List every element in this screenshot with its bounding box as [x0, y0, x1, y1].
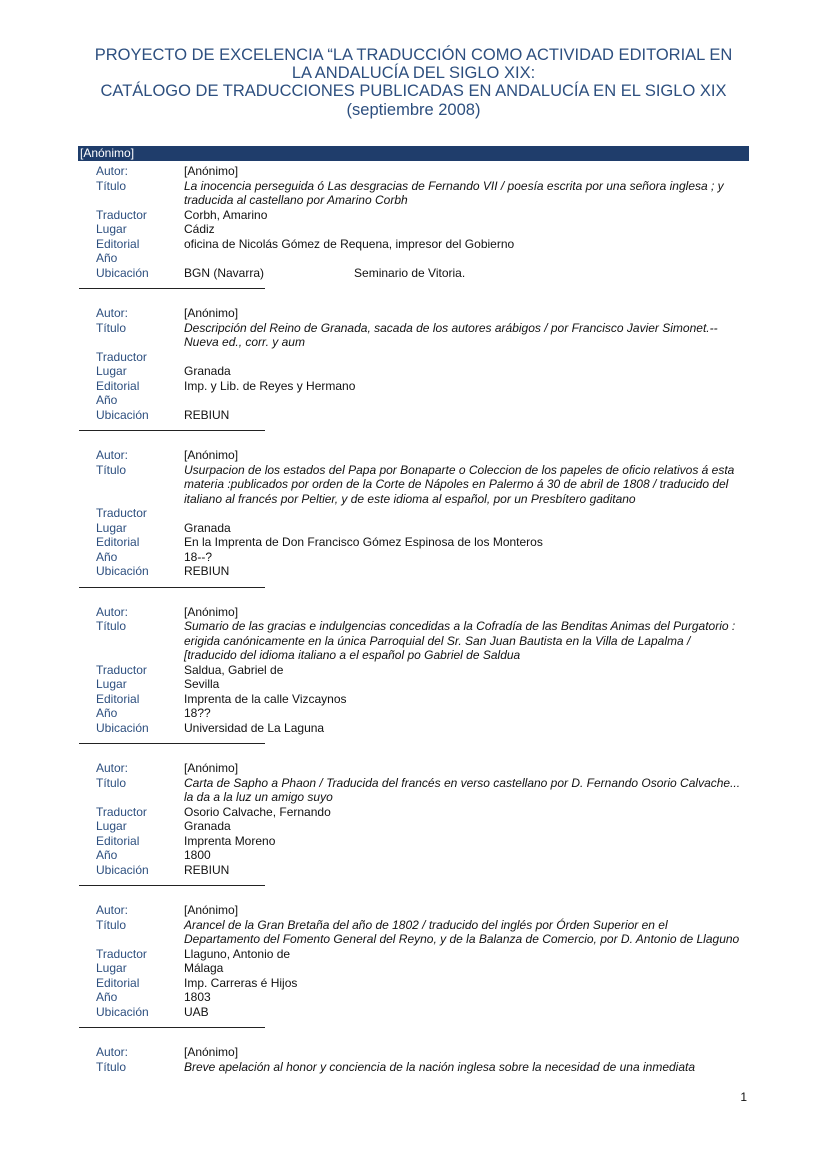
field-label-ubicacion: Ubicación [96, 862, 149, 877]
field-row-titulo [0, 776, 827, 805]
field-row-titulo [0, 463, 827, 507]
field-row-ubicacion [0, 863, 827, 878]
field-text-ubicacion: BGN (Navarra) [184, 265, 265, 280]
field-value-traductor [184, 506, 744, 521]
field-value-ubicacion [184, 1005, 744, 1020]
field-value-anio [184, 706, 744, 721]
field-value-autor [184, 1045, 744, 1060]
record-entry [0, 306, 827, 422]
field-label-autor: Autor: [96, 903, 129, 917]
field-row-traductor [0, 208, 827, 223]
field-label-anio: Año [96, 549, 118, 564]
field-label-editorial: Editorial [96, 691, 140, 706]
record-separator [79, 1027, 265, 1028]
field-row-editorial [0, 535, 827, 550]
field-row-editorial [0, 379, 827, 394]
field-label-lugar: Lugar [96, 520, 127, 535]
field-value-autor [184, 164, 744, 179]
field-label-ubicacion: Ubicación [96, 564, 149, 578]
field-value-anio [184, 550, 744, 565]
field-text-traductor: Llaguno, Antonio de [184, 946, 291, 961]
field-row-autor [0, 903, 827, 918]
field-text-editorial: Imp. y Lib. de Reyes y Hermano [184, 378, 356, 393]
field-label-editorial: Editorial [96, 833, 140, 848]
field-text-lugar: Granada [184, 364, 231, 378]
field-value-autor [184, 306, 744, 321]
field-label-titulo: Título [96, 320, 127, 335]
field-text-ubicacion: UAB [184, 1004, 209, 1019]
header-line-3: CATÁLOGO DE TRADUCCIONES PUBLICADAS EN ANDALUCÍA EN EL SIGLO XIX [100, 82, 727, 100]
field-value-traductor [184, 663, 744, 678]
field-value-editorial [184, 379, 744, 394]
field-label-autor: Autor: [96, 164, 129, 178]
record-entry [0, 761, 827, 877]
field-value-lugar [184, 364, 744, 379]
field-row-anio [0, 251, 827, 266]
field-text-titulo: Arancel de la Gran Bretaña del año de 1802 / traducido del inglés por Órden Superior en el Departamento del Fomento General del Reyno, y de la Balanza de Comercio, por D. Antonio de Llaguno [184, 917, 740, 946]
field-label-anio: Año [96, 706, 118, 720]
field-value-editorial [184, 535, 744, 550]
field-label-editorial: Editorial [96, 975, 140, 990]
field-label-ubicacion: Ubicación [96, 265, 149, 280]
field-label-titulo: Título [96, 619, 127, 633]
field-label-traductor: Traductor [96, 804, 147, 819]
field-value-anio [184, 990, 744, 1005]
field-label-lugar: Lugar [96, 961, 127, 975]
field-text-autor: [Anónimo] [184, 306, 239, 320]
field-label-titulo: Título [96, 917, 127, 932]
field-text-traductor: Osorio Calvache, Fernando [184, 804, 331, 819]
field-label-editorial: Editorial [96, 535, 140, 549]
field-text-lugar: Granada [184, 520, 231, 535]
field-text-titulo: Usurpacion de los estados del Papa por Bonaparte o Coleccion de los papeles de oficio relativos á esta materia :publicados por orden de la Corte de Nápoles en Palermo á 30 de abril de 1808 / traducido del italiano al francés por Peltier, y de este idioma al español, por un Presbítero gaditano [184, 462, 735, 506]
field-label-titulo: Título [96, 1059, 127, 1074]
page-header [0, 46, 827, 119]
field-value-traductor [184, 805, 744, 820]
field-text-anio: 18--? [184, 549, 213, 564]
field-row-anio [0, 706, 827, 721]
field-text-lugar: Sevilla [184, 677, 220, 691]
field-text-ubicacion: Universidad de La Laguna [184, 720, 325, 735]
field-row-autor [0, 448, 827, 463]
field-label-anio: Año [96, 251, 118, 265]
field-row-anio [0, 990, 827, 1005]
field-value-traductor [184, 350, 744, 365]
field-row-titulo [0, 1060, 827, 1075]
field-text-autor: [Anónimo] [184, 903, 239, 917]
field-value-ubicacion [184, 408, 744, 423]
field-text-autor: [Anónimo] [184, 448, 239, 462]
field-text-anio: 1803 [184, 990, 211, 1004]
field-text-lugar: Málaga [184, 961, 224, 975]
field-text-anio: 1800 [184, 848, 211, 862]
field-row-lugar [0, 961, 827, 976]
field-row-editorial [0, 976, 827, 991]
field-row-lugar [0, 222, 827, 237]
record-separator [79, 288, 265, 289]
field-value-anio [184, 848, 744, 863]
field-text-editorial: Imp. Carreras é Hijos [184, 975, 298, 990]
field-text-ubicacion: REBIUN [184, 862, 230, 877]
field-row-traductor [0, 805, 827, 820]
field-row-autor [0, 605, 827, 620]
field-text-autor: [Anónimo] [184, 604, 239, 619]
field-row-autor [0, 164, 827, 179]
field-row-editorial [0, 692, 827, 707]
field-label-editorial: Editorial [96, 236, 140, 251]
section-title-bar: [Anónimo] [78, 146, 749, 161]
field-row-titulo [0, 321, 827, 350]
field-value-anio [184, 251, 744, 266]
field-value-editorial [184, 976, 744, 991]
field-label-titulo: Título [96, 178, 127, 193]
field-text-titulo: Breve apelación al honor y conciencia de la nación inglesa sobre la necesidad de una inmediata [184, 1059, 696, 1074]
record-entry [0, 1045, 827, 1074]
field-text-autor: [Anónimo] [184, 164, 239, 178]
field-text-lugar: Granada [184, 819, 231, 833]
field-value-lugar [184, 961, 744, 976]
field-text-traductor: Corbh, Amarino [184, 207, 268, 222]
field-text-ubicacion: REBIUN [184, 564, 230, 578]
field-label-ubicacion: Ubicación [96, 720, 149, 735]
field-label-autor: Autor: [96, 448, 129, 462]
field-label-lugar: Lugar [96, 819, 127, 833]
field-value-ubicacion [184, 266, 744, 281]
field-text-titulo: Carta de Sapho a Phaon / Traducida del francés en verso castellano por D. Fernando Osorio Calvache... la da a la luz un amigo suyo [184, 775, 741, 804]
field-value-autor [184, 448, 744, 463]
field-row-autor [0, 1045, 827, 1060]
field-text-editorial: En la Imprenta de Don Francisco Gómez Espinosa de los Monteros [184, 535, 543, 549]
field-label-titulo: Título [96, 775, 127, 790]
field-label-autor: Autor: [96, 604, 129, 619]
field-value-autor [184, 761, 744, 776]
record-separator [79, 743, 265, 744]
field-row-ubicacion [0, 721, 827, 736]
field-value-titulo [184, 321, 744, 350]
field-label-traductor: Traductor [96, 506, 147, 520]
field-label-traductor: Traductor [96, 207, 147, 222]
field-row-lugar [0, 521, 827, 536]
field-value-titulo [184, 1060, 744, 1075]
field-label-lugar: Lugar [96, 677, 127, 691]
field-label-anio: Año [96, 393, 118, 407]
field-row-editorial [0, 237, 827, 252]
field-row-lugar [0, 364, 827, 379]
page-number: 1 [740, 1090, 747, 1104]
field-row-traductor [0, 663, 827, 678]
field-label-autor: Autor: [96, 306, 129, 320]
field-row-ubicacion [0, 266, 827, 281]
field-row-ubicacion [0, 1005, 827, 1020]
field-row-editorial [0, 834, 827, 849]
field-text-editorial: Imprenta Moreno [184, 833, 276, 848]
record-separator [79, 430, 265, 431]
field-value-titulo [184, 179, 744, 208]
field-value-lugar [184, 819, 744, 834]
field-text-autor: [Anónimo] [184, 1045, 239, 1059]
field-label-autor: Autor: [96, 761, 129, 775]
field-text-editorial: oficina de Nicolás Gómez de Requena, impresor del Gobierno [184, 236, 515, 251]
record-entry [0, 903, 827, 1019]
header-date: (septiembre 2008) [346, 101, 481, 119]
record-entry [0, 605, 827, 736]
field-label-anio: Año [96, 848, 118, 862]
field-text-traductor: Saldua, Gabriel de [184, 662, 284, 677]
field-value-editorial [184, 834, 744, 849]
record-separator [79, 885, 265, 886]
field-text-titulo: La inocencia perseguida ó Las desgracias de Fernando VII / poesía escrita por una señora inglesa ; y traducida al castellano por Amarino Corbh [184, 178, 728, 207]
field-row-titulo [0, 179, 827, 208]
field-value-titulo [184, 918, 744, 947]
record-entry [0, 164, 827, 280]
record-entry [0, 448, 827, 579]
field-text-lugar: Cádiz [184, 222, 215, 236]
field-row-anio [0, 393, 827, 408]
field-value-autor [184, 605, 744, 620]
field-value-titulo [184, 619, 744, 663]
field-row-traductor [0, 506, 827, 521]
field-value-titulo [184, 776, 744, 805]
field-value-traductor [184, 208, 744, 223]
field-label-traductor: Traductor [96, 662, 147, 677]
field-value-editorial [184, 692, 744, 707]
field-value-ubicacion [184, 721, 744, 736]
field-value-ubicacion [184, 564, 744, 579]
field-value-lugar [184, 677, 744, 692]
field-label-titulo: Título [96, 462, 127, 477]
field-row-autor [0, 761, 827, 776]
field-text-ubicacion-secondary: Seminario de Vitoria. [354, 265, 466, 280]
field-row-titulo [0, 918, 827, 947]
field-row-anio [0, 848, 827, 863]
field-label-ubicacion: Ubicación [96, 407, 149, 422]
field-label-autor: Autor: [96, 1045, 129, 1059]
field-value-editorial [184, 237, 744, 252]
field-row-ubicacion [0, 564, 827, 579]
header-line-1: PROYECTO DE EXCELENCIA “LA TRADUCCIÓN COMO ACTIVIDAD EDITORIAL EN [94, 46, 733, 64]
field-row-ubicacion [0, 408, 827, 423]
field-text-ubicacion: REBIUN [184, 407, 230, 422]
field-text-anio: 18?? [184, 706, 211, 720]
field-value-traductor [184, 947, 744, 962]
field-value-autor [184, 903, 744, 918]
field-row-titulo [0, 619, 827, 663]
field-value-lugar [184, 222, 744, 237]
field-label-lugar: Lugar [96, 222, 127, 236]
record-separator [79, 587, 265, 588]
records-list [0, 164, 827, 1074]
field-value-ubicacion [184, 863, 744, 878]
field-label-anio: Año [96, 990, 118, 1004]
field-text-editorial: Imprenta de la calle Vizcaynos [184, 691, 347, 706]
field-label-traductor: Traductor [96, 349, 147, 364]
field-row-traductor [0, 947, 827, 962]
field-text-autor: [Anónimo] [184, 761, 239, 775]
field-row-autor [0, 306, 827, 321]
field-row-traductor [0, 350, 827, 365]
field-row-lugar [0, 819, 827, 834]
field-value-anio [184, 393, 744, 408]
field-label-editorial: Editorial [96, 378, 140, 393]
field-row-lugar [0, 677, 827, 692]
field-value-lugar [184, 521, 744, 536]
field-text-titulo: Sumario de las gracias e indulgencias concedidas a la Cofradía de las Benditas Animas del Purgatorio : erigida canónicamente en la única Parroquial del Sr. San Juan Bautista en la Villa de Lapalma / [traducido del idioma italiano a el español po Gabriel de Saldua [184, 619, 736, 662]
header-line-2: LA ANDALUCÍA DEL SIGLO XIX: [291, 64, 536, 82]
field-row-anio [0, 550, 827, 565]
field-label-ubicacion: Ubicación [96, 1004, 149, 1019]
field-value-titulo [184, 463, 744, 507]
field-text-titulo: Descripción del Reino de Granada, sacada de los autores arábigos / por Francisco Javier Simonet.-- Nueva ed., corr. y aum [184, 320, 718, 349]
field-label-traductor: Traductor [96, 946, 147, 961]
field-label-lugar: Lugar [96, 364, 127, 378]
